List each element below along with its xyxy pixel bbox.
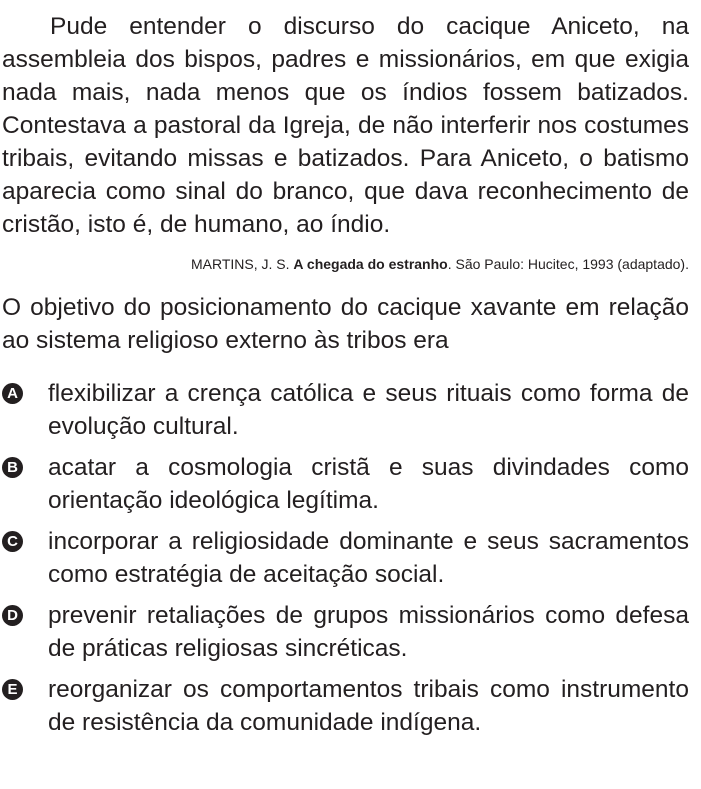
- citation-rest: . São Paulo: Hucitec, 1993 (adaptado).: [447, 256, 689, 272]
- option-d-marker: D: [2, 605, 23, 626]
- option-e-marker: E: [2, 679, 23, 700]
- option-c[interactable]: [2, 525, 689, 591]
- option-b[interactable]: [2, 451, 689, 517]
- citation-author: MARTINS, J. S.: [190, 256, 294, 272]
- citation: [2, 255, 689, 273]
- option-c-text: incorporar a religiosidade dominante e seus sacramentos como estratégia de aceitação social.: [48, 528, 689, 588]
- question-stem: O objetivo do posicionamento do cacique xavante em relação ao sistema religioso externo às tribos era: [2, 294, 689, 354]
- option-e-text: reorganizar os comportamentos tribais como instrumento de resistência da comunidade indígena.: [48, 676, 689, 736]
- option-b-text: acatar a cosmologia cristã e suas divindades como orientação ideológica legítima.: [48, 454, 689, 514]
- option-a-marker: A: [2, 383, 23, 404]
- passage-text: Pude entender o discurso do cacique Aniceto, na assembleia dos bispos, padres e missionários, em que exigia nada mais, nada menos que os índios fossem batizados. Contestava a pastoral da Igreja, de não interferir nos costumes tribais, evitando missas e batizados. Para Aniceto, o batismo aparecia como sinal do branco, que dava reconhecimento de cristão, isto é, de humano, ao índio.: [2, 13, 689, 238]
- option-a-text: flexibilizar a crença católica e seus rituais como forma de evolução cultural.: [48, 380, 689, 440]
- option-d-text: prevenir retaliações de grupos missionários como defesa de práticas religiosas sincréticas.: [48, 602, 689, 662]
- option-c-marker: C: [2, 531, 23, 552]
- option-e[interactable]: [2, 673, 689, 739]
- option-d[interactable]: [2, 599, 689, 665]
- citation-title: A chegada do estranho: [293, 256, 448, 272]
- option-a[interactable]: [2, 377, 689, 443]
- answer-options: [2, 377, 689, 739]
- option-b-marker: B: [2, 457, 23, 478]
